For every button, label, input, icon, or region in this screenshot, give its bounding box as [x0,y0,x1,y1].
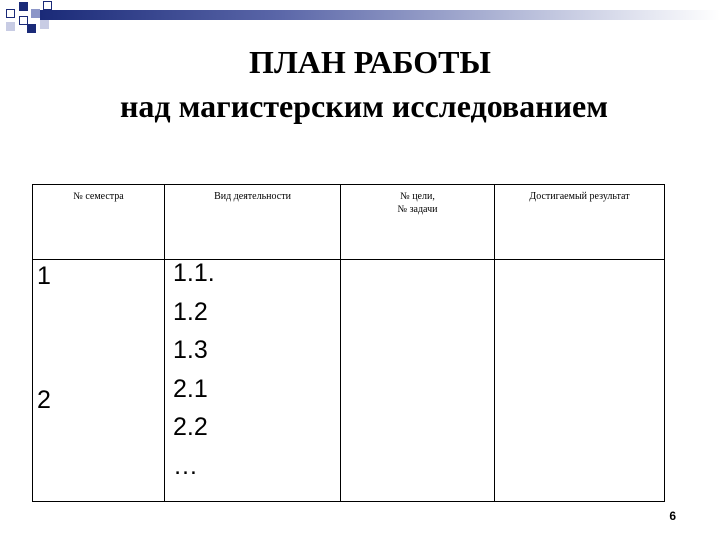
page-number: 6 [669,509,676,523]
decor-square [6,22,15,31]
header-activity: Вид деятельности [165,185,341,260]
list-item: 1.2 [173,297,208,326]
decor-square [31,9,40,18]
list-item: 1.1. [173,259,215,287]
decor-square [19,2,28,11]
result-cell [495,260,665,502]
header-semester: № семестра [33,185,165,260]
header-result: Достигаемый результат [495,185,665,260]
header-goal-task-label: № цели, № задачи [397,191,438,215]
activity-cell [165,260,341,502]
table-header-row [33,185,665,260]
list-item: 2.1 [173,374,208,403]
gradient-bar [40,10,720,20]
work-plan-table [32,184,665,502]
activity-list [173,259,215,485]
semester-number: 2 [37,386,51,414]
semester-cell [33,260,165,502]
decor-square [6,9,15,18]
page-title: ПЛАН РАБОТЫ [249,44,491,80]
header-goal-task [341,185,495,260]
table-row [33,260,665,502]
list-item: … [173,451,198,480]
list-item: 1.3 [173,336,208,364]
decor-square [40,20,49,29]
decor-square [27,24,36,33]
decor-square [43,1,52,10]
page-subtitle: над магистерским исследованием [119,88,609,124]
semester-number: 1 [37,262,51,290]
list-item: 2.2 [173,413,208,441]
header-decoration [0,0,720,40]
goal-task-cell [341,260,495,502]
